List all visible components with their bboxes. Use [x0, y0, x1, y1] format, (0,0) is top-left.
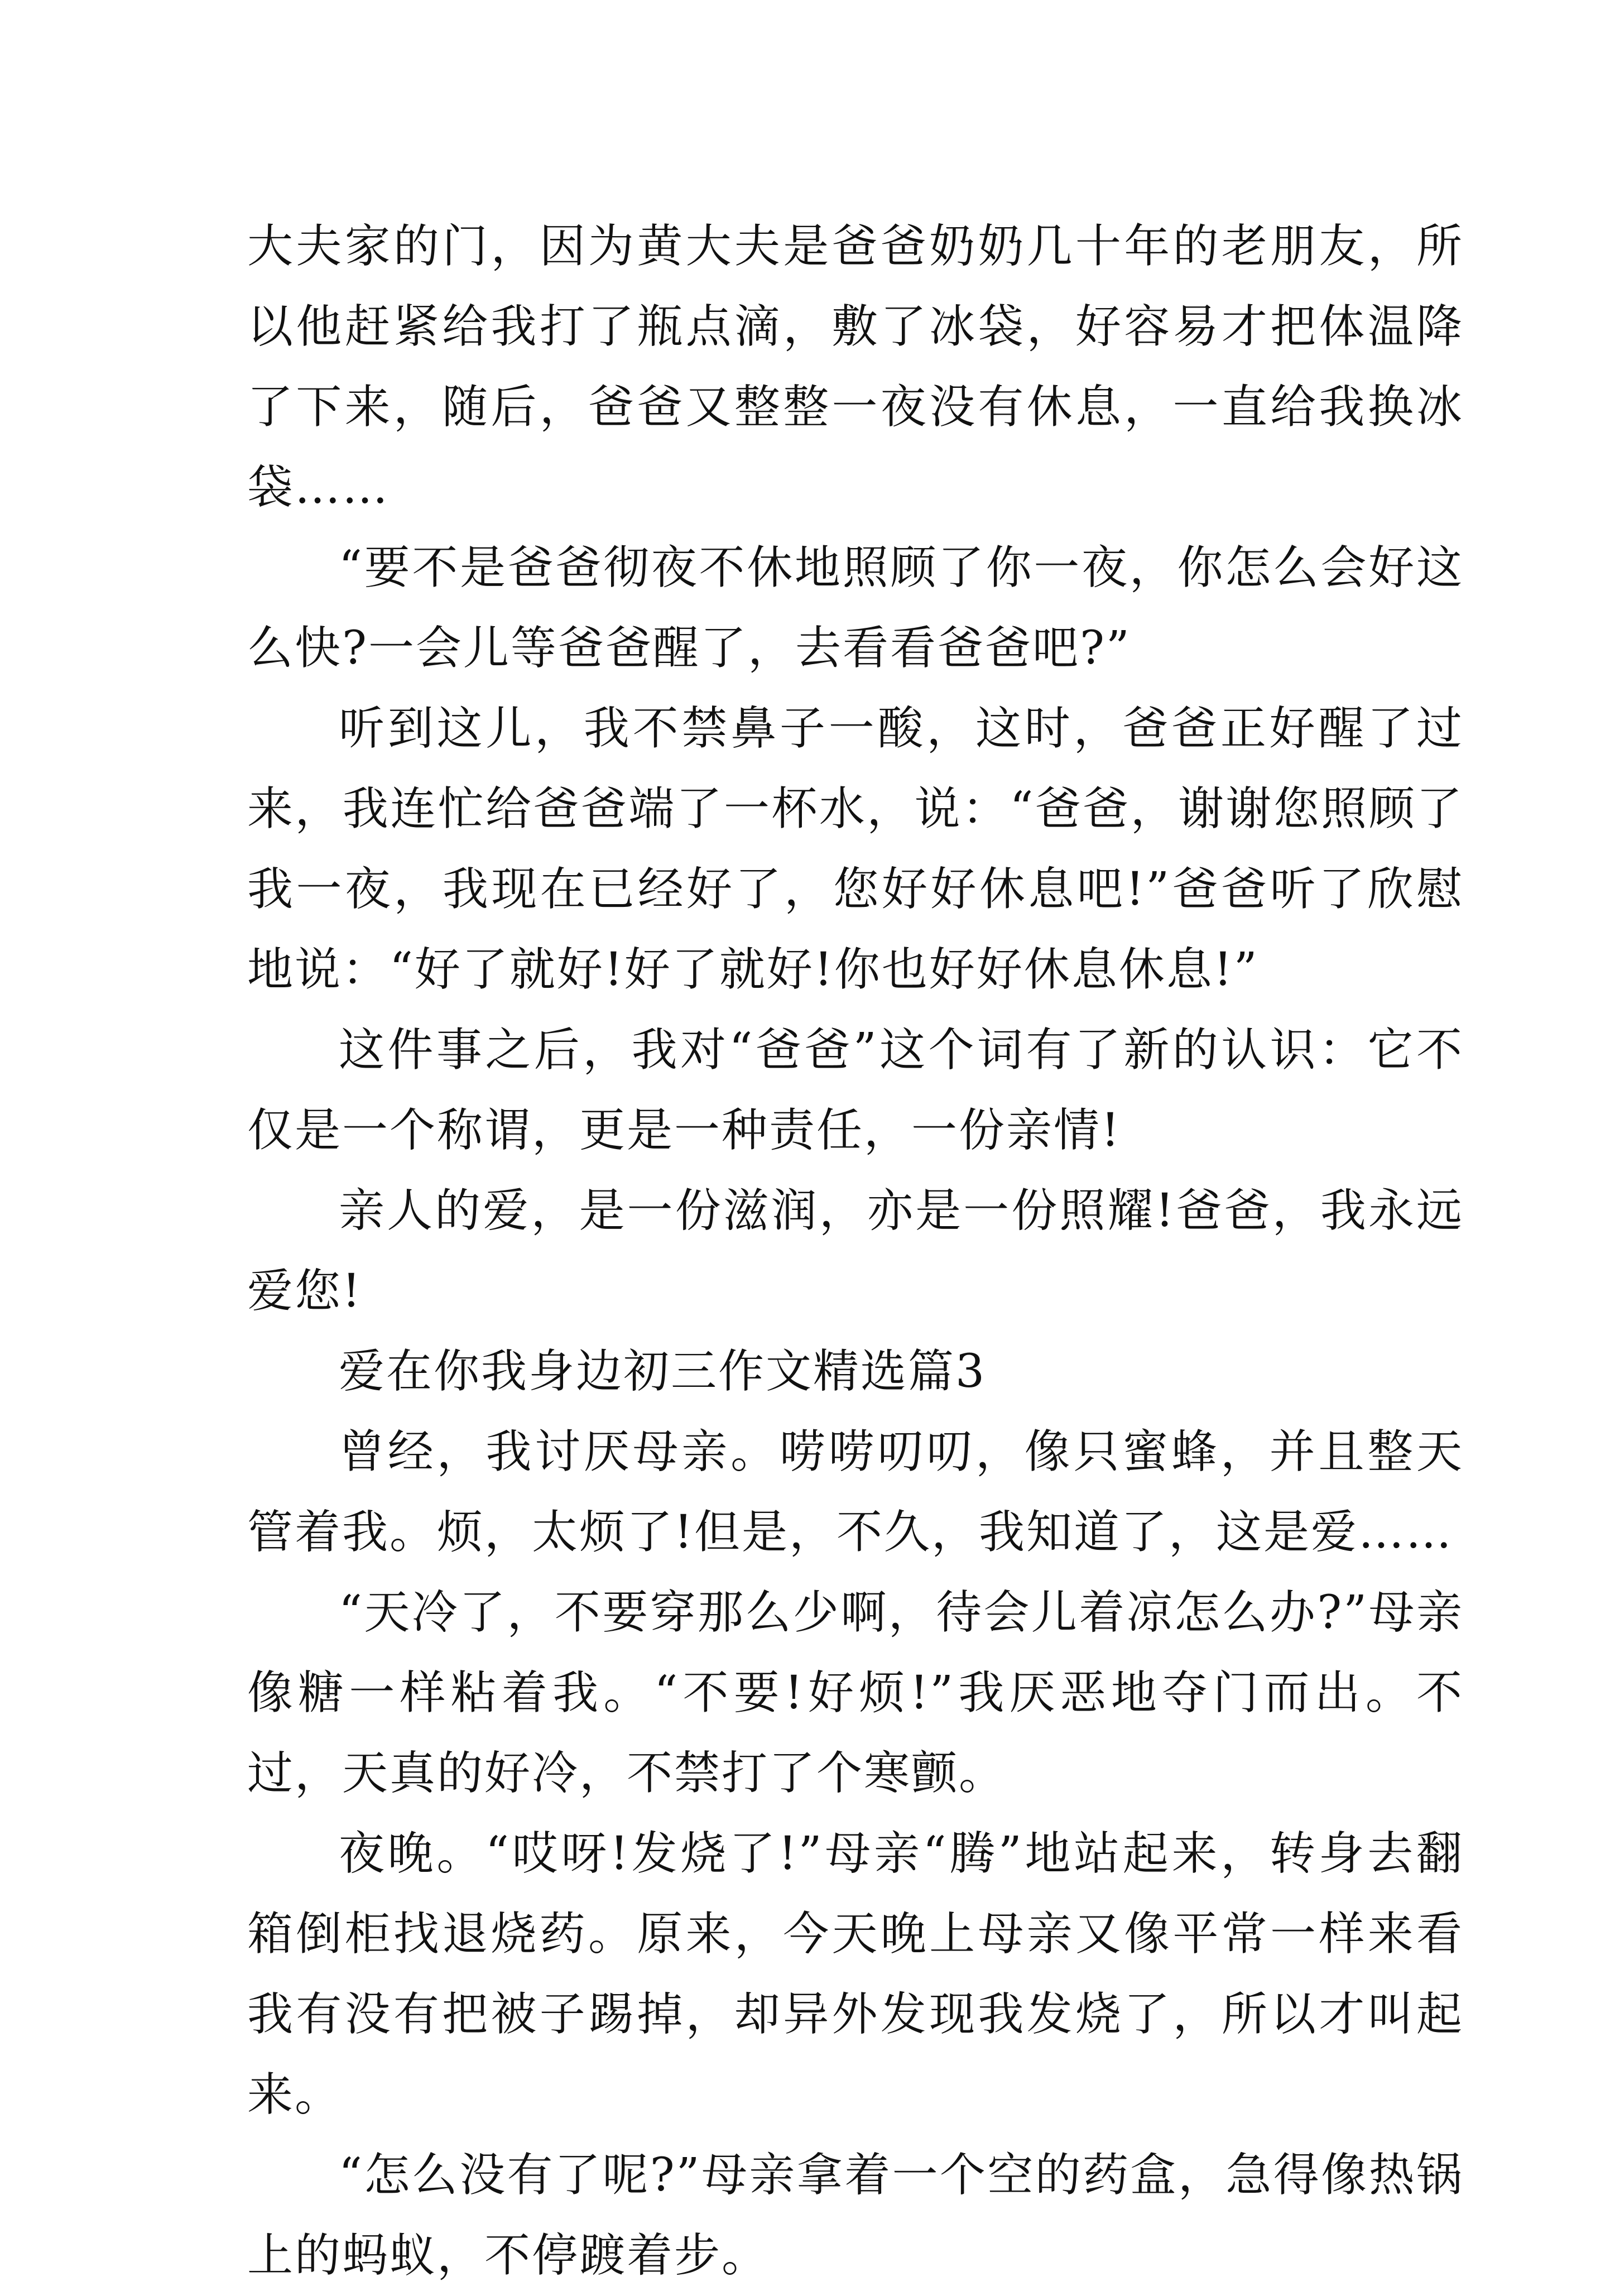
paragraph-continuation: 大夫家的门，因为黄大夫是爸爸奶奶几十年的老朋友，所以他赶紧给我打了瓶点滴，敷了冰袋，好容易才把体温降了下来，随后，爸爸又整整一夜没有休息，一直给我换冰袋……: [247, 220, 1464, 514]
paragraph-empty-medicine-box: “怎么没有了呢?”母亲拿着一个空的药盒，急得像热锅上的蚂蚁，不停踱着步。: [247, 2149, 1464, 2282]
paragraph-family-love: 亲人的爱，是一份滋润，亦是一份照耀!爸爸，我永远爱您!: [247, 1184, 1464, 1318]
paragraph-dad-care-quote: “要不是爸爸彻夜不休地照顾了你一夜，你怎么会好这么快?一会儿等爸爸醒了，去看看爸爸吧?”: [247, 541, 1464, 675]
section-heading: 爱在你我身边初三作文精选篇3: [339, 1345, 987, 1398]
paragraph-dislike-mother: 曾经，我讨厌母亲。唠唠叨叨，像只蜜蜂，并且整天管着我。烦，太烦了!但是，不久，我知道了，这是爱……: [247, 1425, 1464, 1559]
document-body: [247, 206, 1464, 2296]
paragraph-night-fever: 夜晚。“哎呀!发烧了!”母亲“腾”地站起来，转身去翻箱倒柜找退烧药。原来，今天晚上母亲又像平常一样来看我有没有把被子踢掉，却异外发现我发烧了，所以才叫起来。: [247, 1827, 1464, 2121]
paragraph-thank-dad: 听到这儿，我不禁鼻子一酸，这时，爸爸正好醒了过来，我连忙给爸爸端了一杯水，说：“爸爸，谢谢您照顾了我一夜，我现在已经好了，您好好休息吧!”爸爸听了欣慰地说：“好了就好!好了就好!你也好好休息休息!”: [247, 702, 1464, 996]
paragraph-cold-weather: “天冷了，不要穿那么少啊，待会儿着凉怎么办?”母亲像糖一样粘着我。“不要!好烦!”我厌恶地夺门而出。不过，天真的好冷，不禁打了个寒颤。: [247, 1586, 1464, 1800]
paragraph-new-understanding: 这件事之后，我对“爸爸”这个词有了新的认识：它不仅是一个称谓，更是一种责任，一份亲情!: [247, 1024, 1464, 1157]
